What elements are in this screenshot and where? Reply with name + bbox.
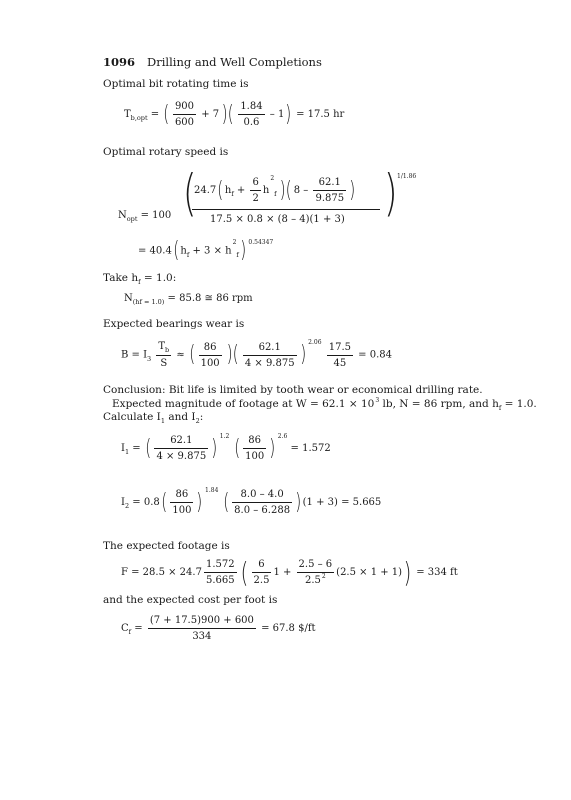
fraction: $\frac{1.84}{0.6}$ [240,101,263,128]
text-optimal-time: Optimal bit rotating time is [103,78,249,90]
page-header [103,56,322,69]
text-optimal-speed: Optimal rotary speed is [103,146,229,158]
text-calculate: Calculate $I_1$ and $I_2$: [103,411,204,425]
running-title: Drilling and Well Completions [147,55,322,69]
text-expected-wear: Expected bearings wear is [103,318,245,330]
equation-i2: $I_2 = 0.8$( $\frac{86}{100}$ ) $^{1.84}$ ( $\frac{8.0 - 4.0}{8.0 - 6.288}$ )(1 + 3) = 5.665 [121,487,382,516]
text-conclusion: Conclusion: Bit life is limited by tooth wear or economical drilling rate. [103,384,483,396]
equation-optimal-speed-simplified: = $40.4(h_f + 3 \times h^2_f)$ $^{0.54347}$ [138,238,274,263]
page-number: 1096 [103,55,136,69]
equation-optimal-time: $T_{b,opt}$ = ( $\frac{900}{600}$ + 7 )( $\frac{1.84}{0.6}$ – 1) = 17.5 hr [124,101,345,128]
equation-bearings-wear: $B = I_3$ $\frac{T_b}{S}$ ≈ ( $\frac{86}{100}$ )( $\frac{62.1}{4 \times 9.875}$ ) $^{2.06}$ $\frac{17.5}{45}$ = 0.84 [121,339,392,369]
equation-footage: F = 28.5 × 24.7 $\frac{1.572}{5.665}$ ( $\frac{6}{2.5}$ 1 + $\frac{2.5 - 6}{2.5^2}$ (2.5 × 1 + 1)) = 334 ft [121,555,458,589]
text-expected-magnitude: Expected magnitude of footage at $W = 62.1 \times 10^3$ lb, N = 86 rpm, and $h_f = 1.0$. [112,397,537,412]
text-expected-footage: The expected footage is [103,540,230,552]
equation-cost-per-foot: $C_f$ = $\frac{(7 + 17.5)900 + 600}{334}$ = 67.8 $/ft [121,615,316,642]
page: 1096 Drilling and Well Completions Optimal bit rotating time is $T_{b,opt}$ = ( $\frac{900}{600}$ + 7 )( $\frac{1.84}{0.6}$ – 1) = 17.5 hr Optimal rotary speed is $N_{opt} = 100$ ( $24.7(h_f$ + $\frac{6}{2}$ $h^2_f$ )( 8 – $\frac{62.1}{9.875}$ ) 17.5 × 0.8 × (8 – 4)(1 + 3) ) 1/1.86 = $40.4(h_f + 3 \times h^2_f)$ $^{0.54347}$ Take $h_f = 1.0$: $N_{(hf = 1.0)} = 85.8$ ≅ 86 rpm Expected bearings wear is $B = I_3$ $\frac{T_b}{S}$ ≈ ( $\frac{86}{100}$ )( $\frac{62.1}{4 \times 9.875}$ ) $^{2.06}$ $\frac{17.5}{45}$ = 0.84 Conclusion: Bit life is limited by tooth wear or economical drilling rate. Expected magnitude of footage at $W = 62.1 \times 10^3$ lb, N = 86 rpm, and $h_f = 1.0$. Calculate $I_1$ and $I_2$: $I_1$ = ( $\frac{62.1}{4 \times 9.875}$ ) $^{1.2}$ ( $\frac{86}{100}$ ) $^{2.6}$ = 1.572 $I_2 = 0.8$( $\frac{86}{100}$ ) $^{1.84}$ ( $\frac{8.0 - 4.0}{8.0 - 6.288}$ )(1 + 3) = 5.665 The expected footage is F = 28.5 × 24.7 $\frac{1.572}{5.665}$ ( $\frac{6}{2.5}$ 1 + $\frac{2.5 - 6}{2.5^2}$ (2.5 × 1 + 1)) = 334 ft and the expected cost per foot is $C_f$ = $\frac{(7 + 17.5)900 + 600}{334}$ = 67.8 $/ft [103,55,537,642]
equation-i1: $I_1$ = ( $\frac{62.1}{4 \times 9.875}$ ) $^{1.2}$ ( $\frac{86}{100}$ ) $^{2.6}$ = 1.572 [121,433,331,462]
fraction: $\frac{900}{600}$ [174,101,195,128]
equation-rotary-speed-result: $N_{(hf = 1.0)} = 85.8$ ≅ 86 rpm [124,293,253,306]
text-expected-cost: and the expected cost per foot is [103,594,278,606]
text-take-hf: Take $h_f = 1.0$: [103,272,177,286]
